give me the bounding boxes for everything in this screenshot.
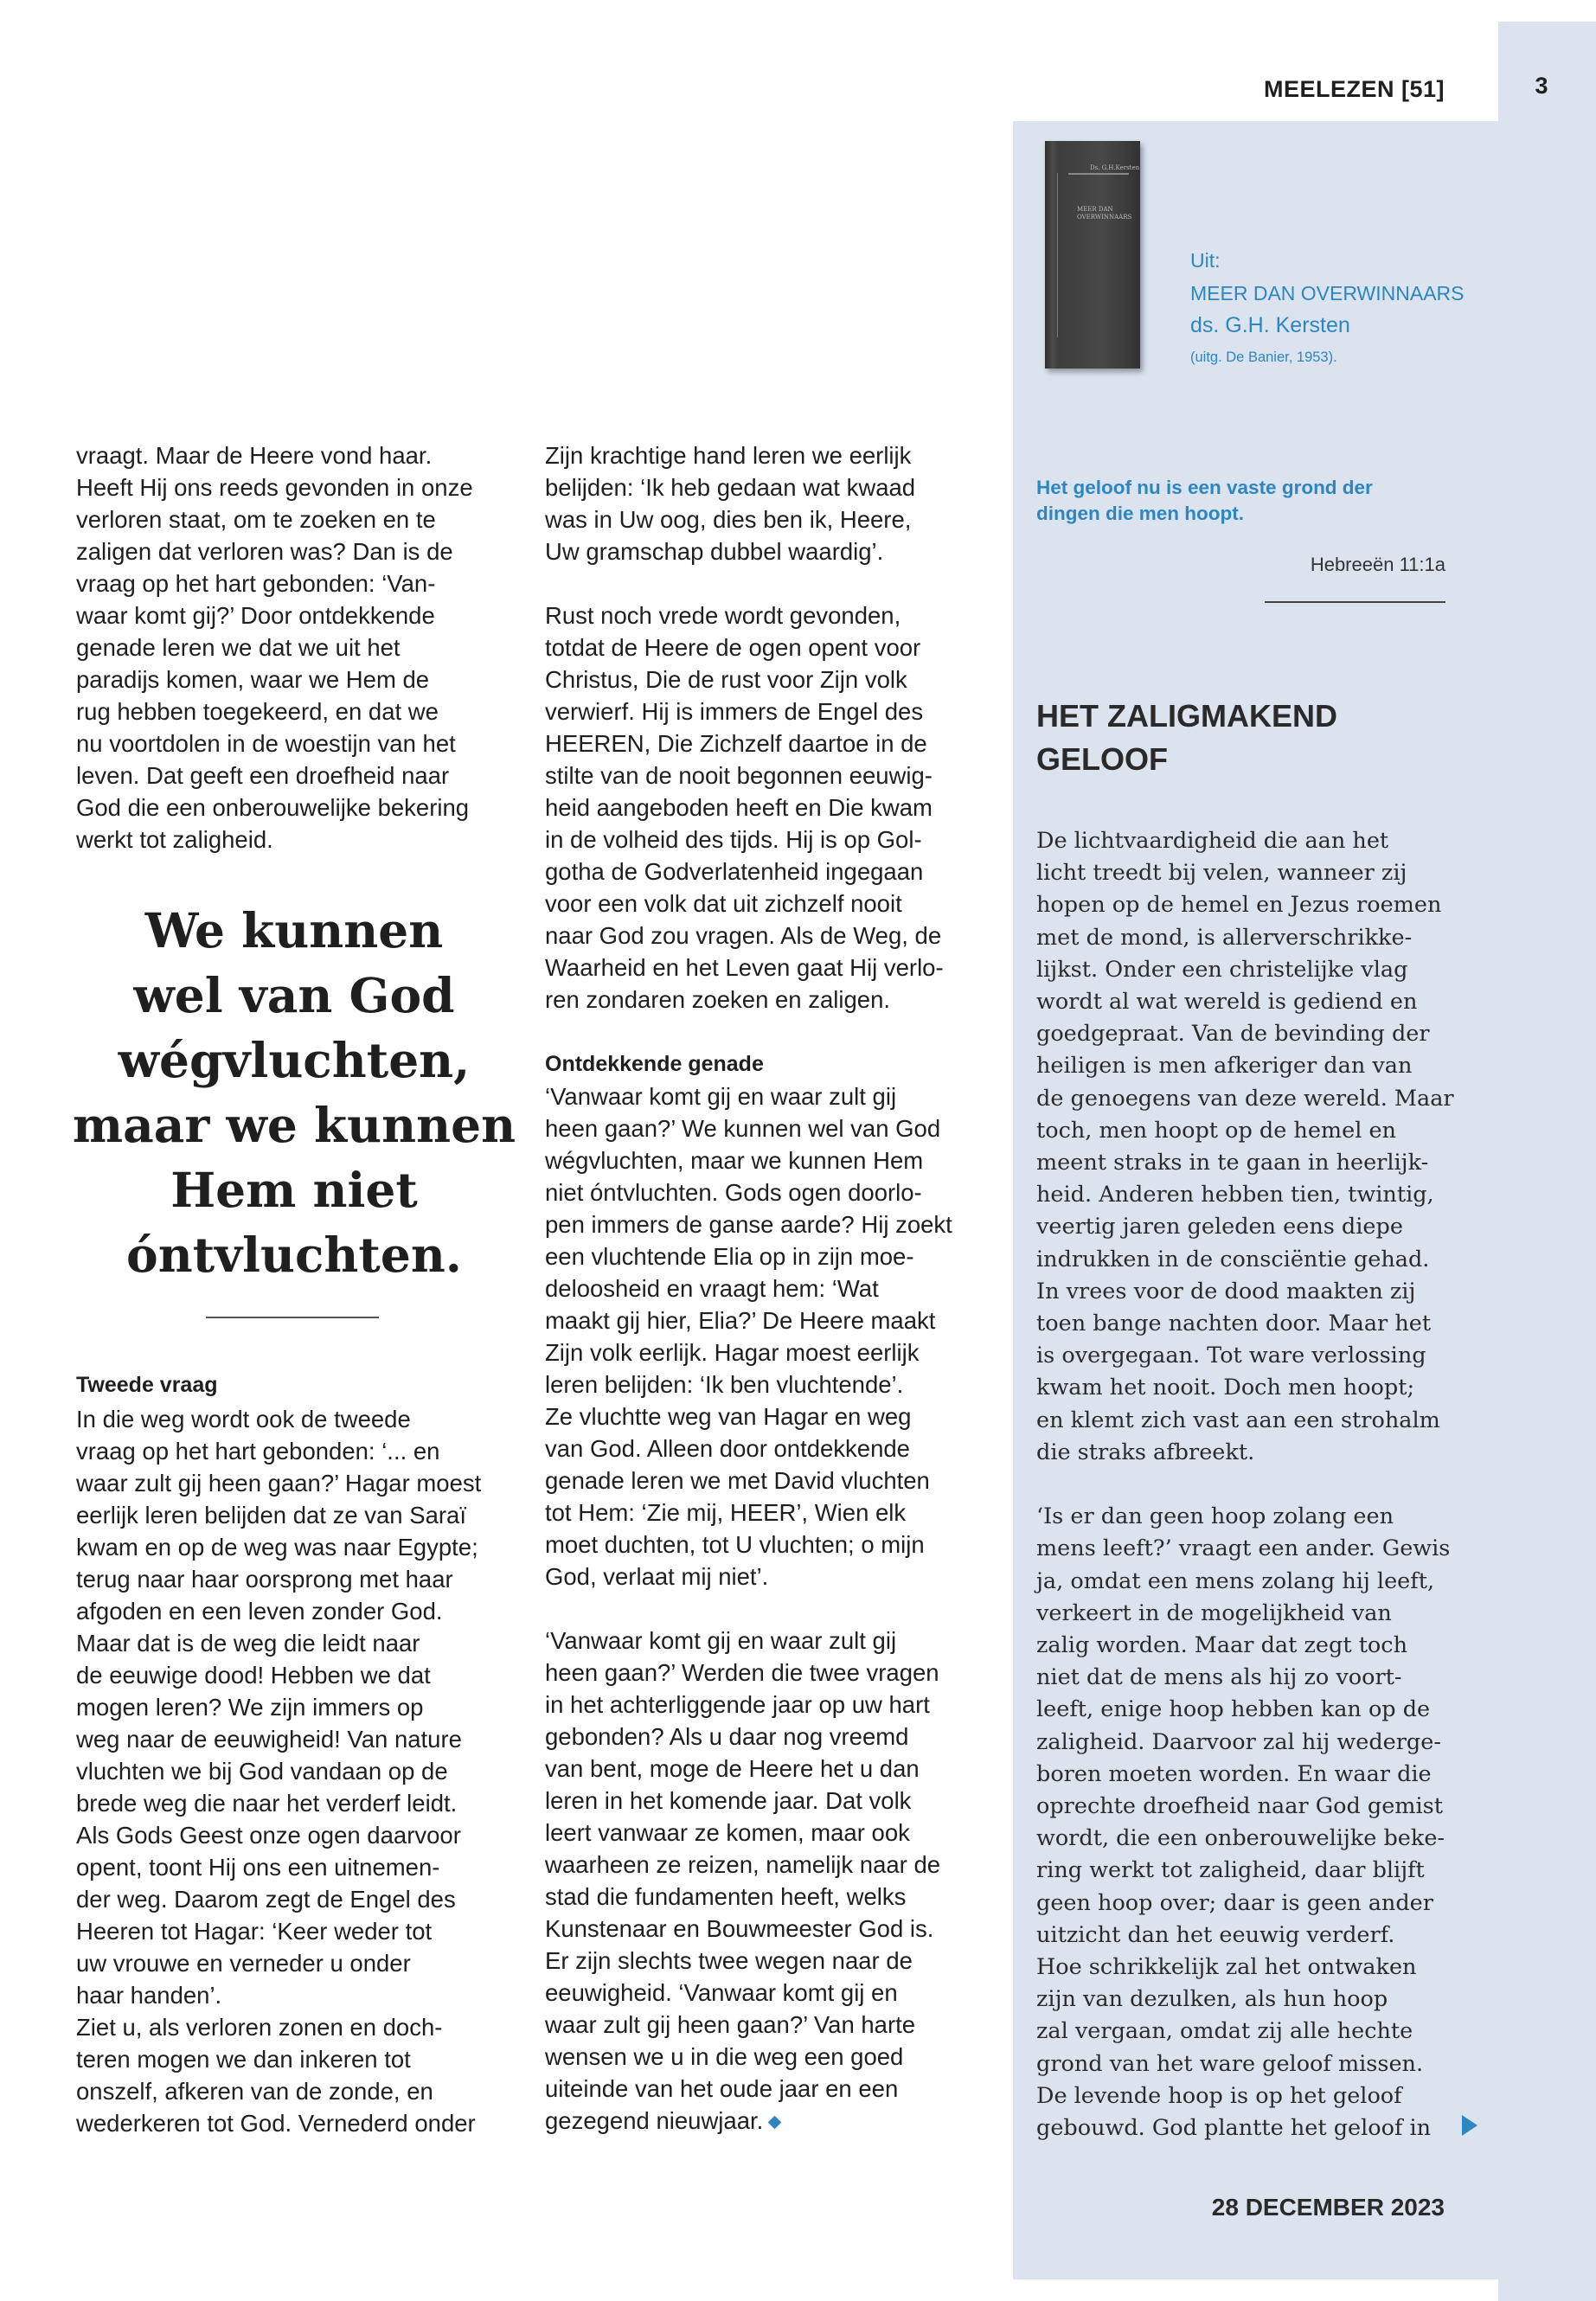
text-line: zijn van dezulken, als hun hoop bbox=[1036, 1986, 1388, 2013]
epigraph-line: Het geloof nu is een vaste grond der bbox=[1036, 477, 1373, 498]
pull-quote-line: wégvluchten, bbox=[118, 1032, 471, 1088]
text-line: rug hebben toegekeerd, en dat we bbox=[76, 698, 439, 725]
text-line: eerlijk leren belijden dat ze van Saraï bbox=[76, 1502, 466, 1529]
text-line: deloosheid en vraagt hem: ‘Wat bbox=[545, 1275, 879, 1302]
text-line: wensen we u in die weg een goed bbox=[545, 2043, 904, 2070]
text-line: haar handen’. bbox=[76, 1982, 222, 2009]
text-line: de genoegens van deze wereld. Maar bbox=[1036, 1085, 1454, 1112]
epigraph-rule bbox=[1265, 601, 1445, 603]
text-line: Maar dat is de weg die leidt naar bbox=[76, 1630, 420, 1657]
text-line: ‘Vanwaar komt gij en waar zult gij bbox=[545, 1627, 897, 1654]
text-line: brede weg die naar het verderf leidt. bbox=[76, 1790, 458, 1817]
text-line: HEEREN, Die Zichzelf daartoe in de bbox=[545, 730, 927, 757]
section-title: MEELEZEN [51] bbox=[1263, 76, 1445, 102]
text-line: meent straks in te gaan in heerlijk- bbox=[1036, 1150, 1429, 1176]
page-number: 3 bbox=[1535, 73, 1548, 99]
text-line: naar God zou vragen. Als de Weg, de bbox=[545, 922, 942, 949]
text-line: vraag op het hart gebonden: ‘Van- bbox=[76, 570, 436, 597]
text-line: die straks afbreekt. bbox=[1036, 1439, 1255, 1465]
source-publisher: (uitg. De Banier, 1953). bbox=[1190, 349, 1337, 365]
text-line: zalig worden. Maar dat zegt toch bbox=[1036, 1632, 1407, 1658]
pull-quote-line: wel van God bbox=[133, 967, 455, 1023]
source-author: ds. G.H. Kersten bbox=[1190, 313, 1350, 337]
text-line: God, verlaat mij niet’. bbox=[545, 1563, 769, 1590]
text-line: belijden: ‘Ik heb gedaan wat kwaad bbox=[545, 474, 916, 501]
text-line: moet duchten, tot U vluchten; o mijn bbox=[545, 1531, 925, 1558]
text-line: heid. Anderen hebben tien, twintig, bbox=[1036, 1182, 1434, 1208]
text-line: verwierf. Hij is immers de Engel des bbox=[545, 698, 924, 725]
text-line: Als Gods Geest onze ogen daarvoor bbox=[76, 1822, 461, 1849]
book-cover-author: Ds. G.H.Kersten bbox=[1090, 164, 1140, 171]
source-prefix: Uit: bbox=[1190, 249, 1221, 272]
text-line: in de volheid des tijds. Hij is op Gol- bbox=[545, 826, 922, 853]
text-line: Hoe schrikkelijk zal het ontwaken bbox=[1036, 1954, 1417, 1980]
text-line: terug naar haar oorsprong met haar bbox=[76, 1566, 453, 1593]
text-line: van bent, moge de Heere het u dan bbox=[545, 1755, 920, 1782]
text-line: gebonden? Als u daar nog vreemd bbox=[545, 1723, 909, 1750]
text-line: was in Uw oog, dies ben ik, Heere, bbox=[545, 506, 912, 533]
text-line: Uw gramschap dubbel waardig’. bbox=[545, 538, 884, 565]
subheading-ontdekkende-genade: Ontdekkende genade bbox=[545, 1052, 764, 1076]
text-line: Zijn krachtige hand leren we eerlijk bbox=[545, 442, 912, 469]
text-line: heen gaan?’ Werden die twee vragen bbox=[545, 1659, 939, 1686]
text-line: In die weg wordt ook de tweede bbox=[76, 1406, 411, 1433]
text-line: uiteinde van het oude jaar en een bbox=[545, 2075, 899, 2102]
text-line: grond van het ware geloof missen. bbox=[1036, 2050, 1424, 2077]
pull-quote-line: óntvluchten. bbox=[126, 1227, 462, 1283]
text-line: de eeuwige dood! Hebben we dat bbox=[76, 1662, 431, 1689]
text-line: mogen leren? We zijn immers op bbox=[76, 1694, 424, 1721]
text-line: eeuwigheid. ‘Vanwaar komt gij en bbox=[545, 1979, 898, 2006]
text-line: uitzicht dan het eeuwig verderf. bbox=[1036, 1921, 1395, 1948]
text-line: geen hoop over; daar is geen ander bbox=[1036, 1889, 1433, 1916]
text-line: waar komt gij?’ Door ontdekkende bbox=[76, 602, 435, 629]
text-line: oprechte droefheid naar God gemist bbox=[1036, 1793, 1443, 1819]
text-line: en klemt zich vast aan een strohalm bbox=[1036, 1407, 1440, 1433]
text-line: gebouwd. God plantte het geloof in bbox=[1036, 2115, 1432, 2141]
text-line: leren belijden: ‘Ik ben vluchtende’. bbox=[545, 1371, 904, 1398]
text-line: hopen op de hemel en Jezus roemen bbox=[1036, 892, 1442, 919]
text-line: veertig jaren geleden eens diepe bbox=[1036, 1214, 1403, 1240]
text-line: wordt al wat wereld is gediend en bbox=[1036, 989, 1418, 1015]
text-line: afgoden en een leven zonder God. bbox=[76, 1598, 443, 1625]
text-line: is overgegaan. Tot ware verlossing bbox=[1036, 1343, 1426, 1369]
subheading-tweede-vraag: Tweede vraag bbox=[76, 1373, 218, 1397]
text-line: stad die fundamenten heeft, welks bbox=[545, 1883, 907, 1910]
sidebar-heading-line: GELOOF bbox=[1036, 741, 1168, 777]
text-line: waar zult gij heen gaan?’ Hagar moest bbox=[76, 1470, 482, 1497]
pull-quote-line: Hem niet bbox=[170, 1162, 418, 1218]
text-line: lijkst. Onder een christelijke vlag bbox=[1036, 956, 1408, 983]
text-line: Ze vluchtte weg van Hagar en weg bbox=[545, 1403, 912, 1430]
text-line: indrukken in de consciëntie gehad. bbox=[1036, 1246, 1430, 1272]
text-line: Kunstenaar en Bouwmeester God is. bbox=[545, 1915, 934, 1942]
text-line: leren in het komende jaar. Dat volk bbox=[545, 1787, 912, 1814]
text-line: paradijs komen, waar we Hem de bbox=[76, 666, 430, 693]
text-line: ‘Is er dan geen hoop zolang een bbox=[1036, 1503, 1394, 1530]
text-line: gotha de Godverlatenheid ingegaan bbox=[545, 858, 924, 885]
text-line: met de mond, is allerverschrikke- bbox=[1036, 924, 1413, 951]
text-line: heen gaan?’ We kunnen wel van God bbox=[545, 1115, 941, 1142]
text-line: tot Hem: ‘Zie mij, HEER’, Wien elk bbox=[545, 1499, 907, 1526]
text-line: maakt gij hier, Elia?’ De Heere maakt bbox=[545, 1307, 936, 1334]
text-line: pen immers de ganse aarde? Hij zoekt bbox=[545, 1211, 952, 1238]
text-line: gezegend nieuwjaar. bbox=[545, 2107, 779, 2135]
text-line: Rust noch vrede wordt gevonden, bbox=[545, 602, 901, 629]
text-line: van God. Alleen door ontdekkende bbox=[545, 1435, 910, 1462]
text-line: leert vanwaar ze komen, maar ook bbox=[545, 1819, 910, 1846]
text-line: waar zult gij heen gaan?’ Van harte bbox=[545, 2011, 916, 2038]
text-line: leeft, enige hoop hebben kan op de bbox=[1036, 1696, 1431, 1723]
text-line: goedgepraat. Van de bevinding der bbox=[1036, 1021, 1430, 1048]
text-line: weg naar de eeuwigheid! Van nature bbox=[76, 1726, 462, 1753]
text-line: teren mogen we dan inkeren tot bbox=[76, 2046, 411, 2073]
text-line: verloren staat, om te zoeken en te bbox=[76, 506, 436, 533]
text-line: wordt, die een onberouwelijke beke- bbox=[1036, 1825, 1445, 1852]
text-line: totdat de Heere de ogen opent voor bbox=[545, 634, 921, 661]
text-line: toen bange nachten door. Maar het bbox=[1036, 1311, 1432, 1336]
text-line: nu voortdolen in de woestijn van het bbox=[76, 730, 456, 757]
issue-date: 28 DECEMBER 2023 bbox=[1211, 2194, 1445, 2221]
text-line: kwam het nooit. Doch men hoopt; bbox=[1036, 1375, 1415, 1401]
text-line: ja, omdat een mens zolang hij leeft, bbox=[1036, 1567, 1435, 1594]
text-line: licht treedt bij velen, wanneer zij bbox=[1036, 860, 1407, 887]
source-title: MEER DAN OVERWINNAARS bbox=[1190, 282, 1465, 304]
text-line: Er zijn slechts twee wegen naar de bbox=[545, 1947, 913, 1974]
pull-quote-line: We kunnen bbox=[144, 902, 444, 958]
text-line: niet óntvluchten. Gods ogen doorlo- bbox=[545, 1179, 922, 1206]
text-line: ring werkt tot zaligheid, daar blijft bbox=[1036, 1857, 1425, 1884]
text-line: Heeren tot Hagar: ‘Keer weder tot bbox=[76, 1918, 433, 1945]
text-line: Heeft Hij ons reeds gevonden in onze bbox=[76, 474, 473, 501]
sidebar-heading-line: HET ZALIGMAKEND bbox=[1036, 698, 1337, 734]
text-line: vraagt. Maar de Heere vond haar. bbox=[76, 442, 433, 469]
text-line: vluchten we bij God vandaan op de bbox=[76, 1758, 448, 1785]
text-line: zaligheid. Daarvoor zal hij wederge- bbox=[1036, 1728, 1441, 1755]
text-line: zal vergaan, omdat zij alle hechte bbox=[1036, 2018, 1413, 2045]
pull-quote-line: maar we kunnen bbox=[72, 1097, 516, 1153]
text-line: verkeert in de mogelijkheid van bbox=[1036, 1599, 1392, 1626]
text-line: ren zondaren zoeken en zaligen. bbox=[545, 986, 891, 1013]
text-line: stilte van de nooit begonnen eeuwig- bbox=[545, 762, 933, 789]
text-line: uw vrouwe en verneder u onder bbox=[76, 1950, 411, 1977]
text-line: heid aangeboden heeft en Die kwam bbox=[545, 794, 933, 821]
text-line: Christus, Die de rust voor Zijn volk bbox=[545, 666, 907, 693]
text-line: wégvluchten, maar we kunnen Hem bbox=[545, 1147, 924, 1174]
end-of-article-icon bbox=[768, 2116, 782, 2130]
text-line: genade leren we dat we uit het bbox=[76, 634, 401, 661]
text-line: vraag op het hart gebonden: ‘... en bbox=[76, 1438, 440, 1465]
epigraph-line: dingen die men hoopt. bbox=[1036, 503, 1244, 524]
book-label-decoration bbox=[1068, 173, 1129, 175]
text-line: boren moeten worden. En waar die bbox=[1036, 1760, 1432, 1787]
text-line: kwam en op de weg was naar Egypte; bbox=[76, 1534, 478, 1561]
book-spine-decoration bbox=[1057, 173, 1058, 337]
text-line: in het achterliggende jaar op uw hart bbox=[545, 1691, 930, 1718]
text-line: onszelf, afkeren van de zonde, en bbox=[76, 2078, 433, 2105]
text-line: wederkeren tot God. Vernederd onder bbox=[76, 2110, 476, 2137]
text-line: De lichtvaardigheid die aan het bbox=[1036, 828, 1389, 854]
pull-quote-rule bbox=[206, 1317, 379, 1318]
text-line: In vrees voor de dood maakten zij bbox=[1036, 1278, 1416, 1304]
text-line: Waarheid en het Leven gaat Hij verlo- bbox=[545, 954, 944, 981]
text-line: der weg. Daarom zegt de Engel des bbox=[76, 1886, 456, 1913]
text-line: mens leeft?’ vraagt een ander. Gewis bbox=[1036, 1535, 1451, 1562]
text-line: God die een onberouwelijke bekering bbox=[76, 794, 470, 821]
text-line: een vluchtende Elia op in zijn moe- bbox=[545, 1243, 914, 1270]
book-cover-image bbox=[1045, 141, 1140, 369]
continue-arrow-icon bbox=[1462, 2115, 1477, 2136]
text-line: Zijn volk eerlijk. Hagar moest eerlijk bbox=[545, 1339, 920, 1366]
text-line: toch, men hoopt op de hemel en bbox=[1036, 1117, 1396, 1144]
text-line: opent, toont Hij ons een uitnemen- bbox=[76, 1854, 440, 1881]
text-line: heiligen is men afkeriger dan van bbox=[1036, 1053, 1413, 1080]
page-number-tab bbox=[1498, 22, 1596, 2301]
text-line: waarheen ze reizen, namelijk naar de bbox=[545, 1851, 941, 1878]
text-line: voor een volk dat uit zichzelf nooit bbox=[545, 890, 902, 917]
text-line: Ziet u, als verloren zonen en doch- bbox=[76, 2014, 443, 2041]
epigraph-reference: Hebreeën 11:1a bbox=[1310, 554, 1445, 575]
text-line: zaligen dat verloren was? Dan is de bbox=[76, 538, 453, 565]
text-line: De levende hoop is op het geloof bbox=[1036, 2082, 1402, 2109]
book-cover-title: MEER DAN OVERWINNAARS bbox=[1077, 206, 1132, 221]
text-line: werkt tot zaligheid. bbox=[76, 826, 273, 853]
text-line: ‘Vanwaar komt gij en waar zult gij bbox=[545, 1083, 897, 1110]
text-line: leven. Dat geeft een droefheid naar bbox=[76, 762, 450, 789]
text-line: niet dat de mens als hij zo voort- bbox=[1036, 1664, 1402, 1691]
text-line: genade leren we met David vluchten bbox=[545, 1467, 930, 1494]
